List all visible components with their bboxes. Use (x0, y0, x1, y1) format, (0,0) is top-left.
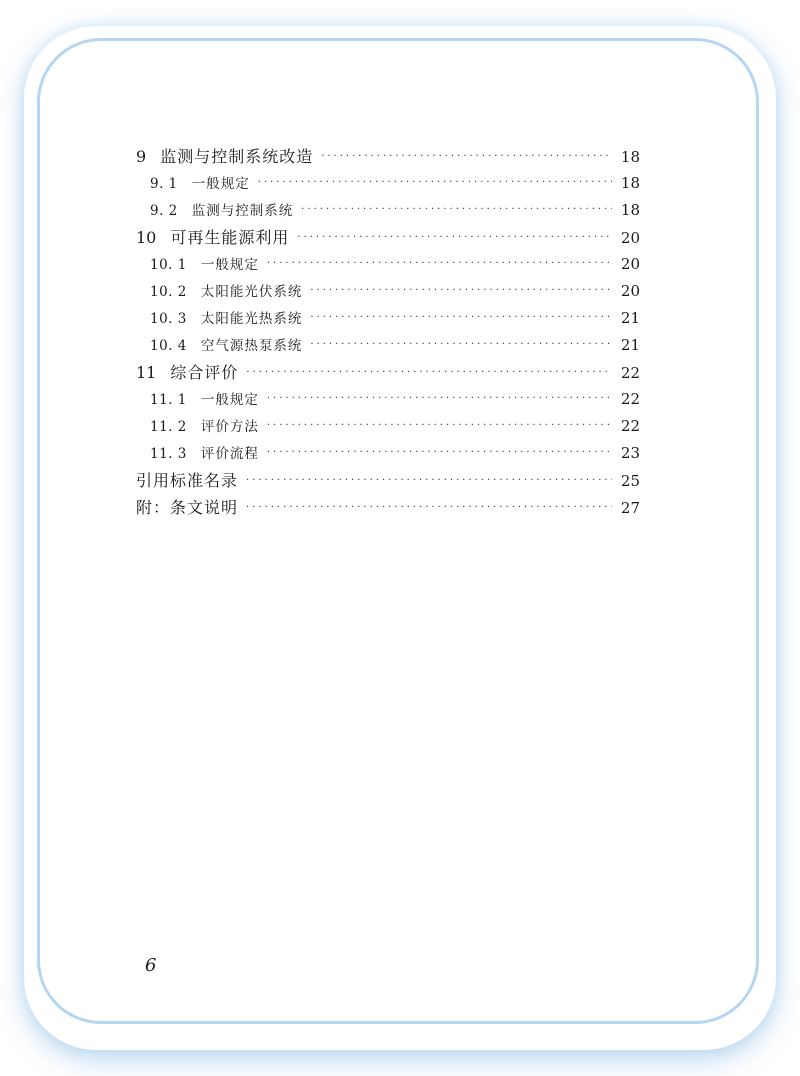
toc-entry-title: 综合评价 (170, 363, 239, 382)
toc-entry-title: 引用标准名录 (136, 471, 239, 490)
toc-dot-leader (310, 304, 612, 331)
toc-entry-number: 10. 4 (150, 338, 187, 354)
toc-entry-number: 10. 1 (150, 257, 187, 273)
toc-entry-title: 监测与控制系统 (191, 203, 294, 219)
toc-entry (136, 224, 640, 251)
toc-entry-page: 27 (620, 499, 640, 517)
toc-entry-title: 太阳能光伏系统 (200, 284, 303, 300)
toc-dot-leader (246, 359, 612, 386)
toc-entry-page: 22 (620, 364, 640, 382)
toc-entry-number: 10. 2 (150, 284, 187, 300)
toc-dot-leader (267, 250, 612, 277)
toc-entry-page: 18 (620, 148, 640, 166)
toc-entry-number: 10. 3 (150, 311, 187, 327)
toc-entry-page: 20 (620, 282, 640, 300)
toc-dot-leader (267, 412, 612, 439)
toc-entry-page: 20 (620, 255, 640, 273)
toc-entry-title: 一般规定 (191, 176, 250, 192)
toc-entry (136, 494, 640, 521)
toc-dot-leader (246, 467, 612, 494)
toc-entry-number: 11 (136, 363, 157, 382)
page-number: 6 (145, 955, 157, 976)
toc-entry-page: 22 (620, 390, 640, 408)
toc-dot-leader (301, 196, 612, 223)
toc-entry (136, 359, 640, 386)
toc-entry-page: 20 (620, 229, 640, 247)
toc-dot-leader (258, 169, 612, 196)
toc-entry-title: 可再生能源利用 (170, 228, 290, 247)
toc-entry-title: 监测与控制系统改造 (160, 147, 314, 166)
toc-entry (136, 332, 640, 359)
toc-dot-leader (297, 224, 612, 251)
toc-entry-page: 23 (620, 444, 640, 462)
toc-entry (136, 467, 640, 494)
toc-entry (136, 413, 640, 440)
toc-entry-page: 25 (620, 472, 640, 490)
toc-entry (136, 170, 640, 197)
toc-entry-title: 评价方法 (200, 419, 259, 435)
toc-entry-number: 11. 1 (150, 392, 187, 408)
toc-entry-page: 21 (620, 309, 640, 327)
toc-entry-page: 21 (620, 336, 640, 354)
toc-entry (136, 251, 640, 278)
toc-dot-leader (310, 331, 612, 358)
toc-entry (136, 197, 640, 224)
table-of-contents (136, 143, 640, 521)
toc-entry-number: 11. 2 (150, 419, 187, 435)
toc-entry-title: 一般规定 (200, 257, 259, 273)
toc-entry-number: 10 (136, 228, 157, 247)
toc-entry-page: 18 (620, 201, 640, 219)
toc-entry-page: 18 (620, 174, 640, 192)
toc-entry-title: 一般规定 (200, 392, 259, 408)
toc-entry-page: 22 (620, 417, 640, 435)
toc-entry (136, 143, 640, 170)
toc-dot-leader (267, 385, 612, 412)
toc-entry (136, 278, 640, 305)
toc-dot-leader (246, 494, 612, 521)
toc-entry (136, 305, 640, 332)
toc-entry-number: 11. 3 (150, 446, 187, 462)
toc-entry (136, 440, 640, 467)
toc-entry-number: 9 (136, 147, 147, 166)
toc-entry-title: 附：条文说明 (136, 498, 239, 517)
toc-entry-title: 太阳能光热系统 (200, 311, 303, 327)
toc-entry-number: 9. 1 (150, 176, 178, 192)
toc-dot-leader (310, 277, 612, 304)
toc-entry-number: 9. 2 (150, 203, 178, 219)
toc-dot-leader (267, 439, 612, 466)
toc-entry-title: 评价流程 (200, 446, 259, 462)
toc-entry-title: 空气源热泵系统 (200, 338, 303, 354)
toc-dot-leader (321, 143, 612, 170)
toc-entry (136, 386, 640, 413)
